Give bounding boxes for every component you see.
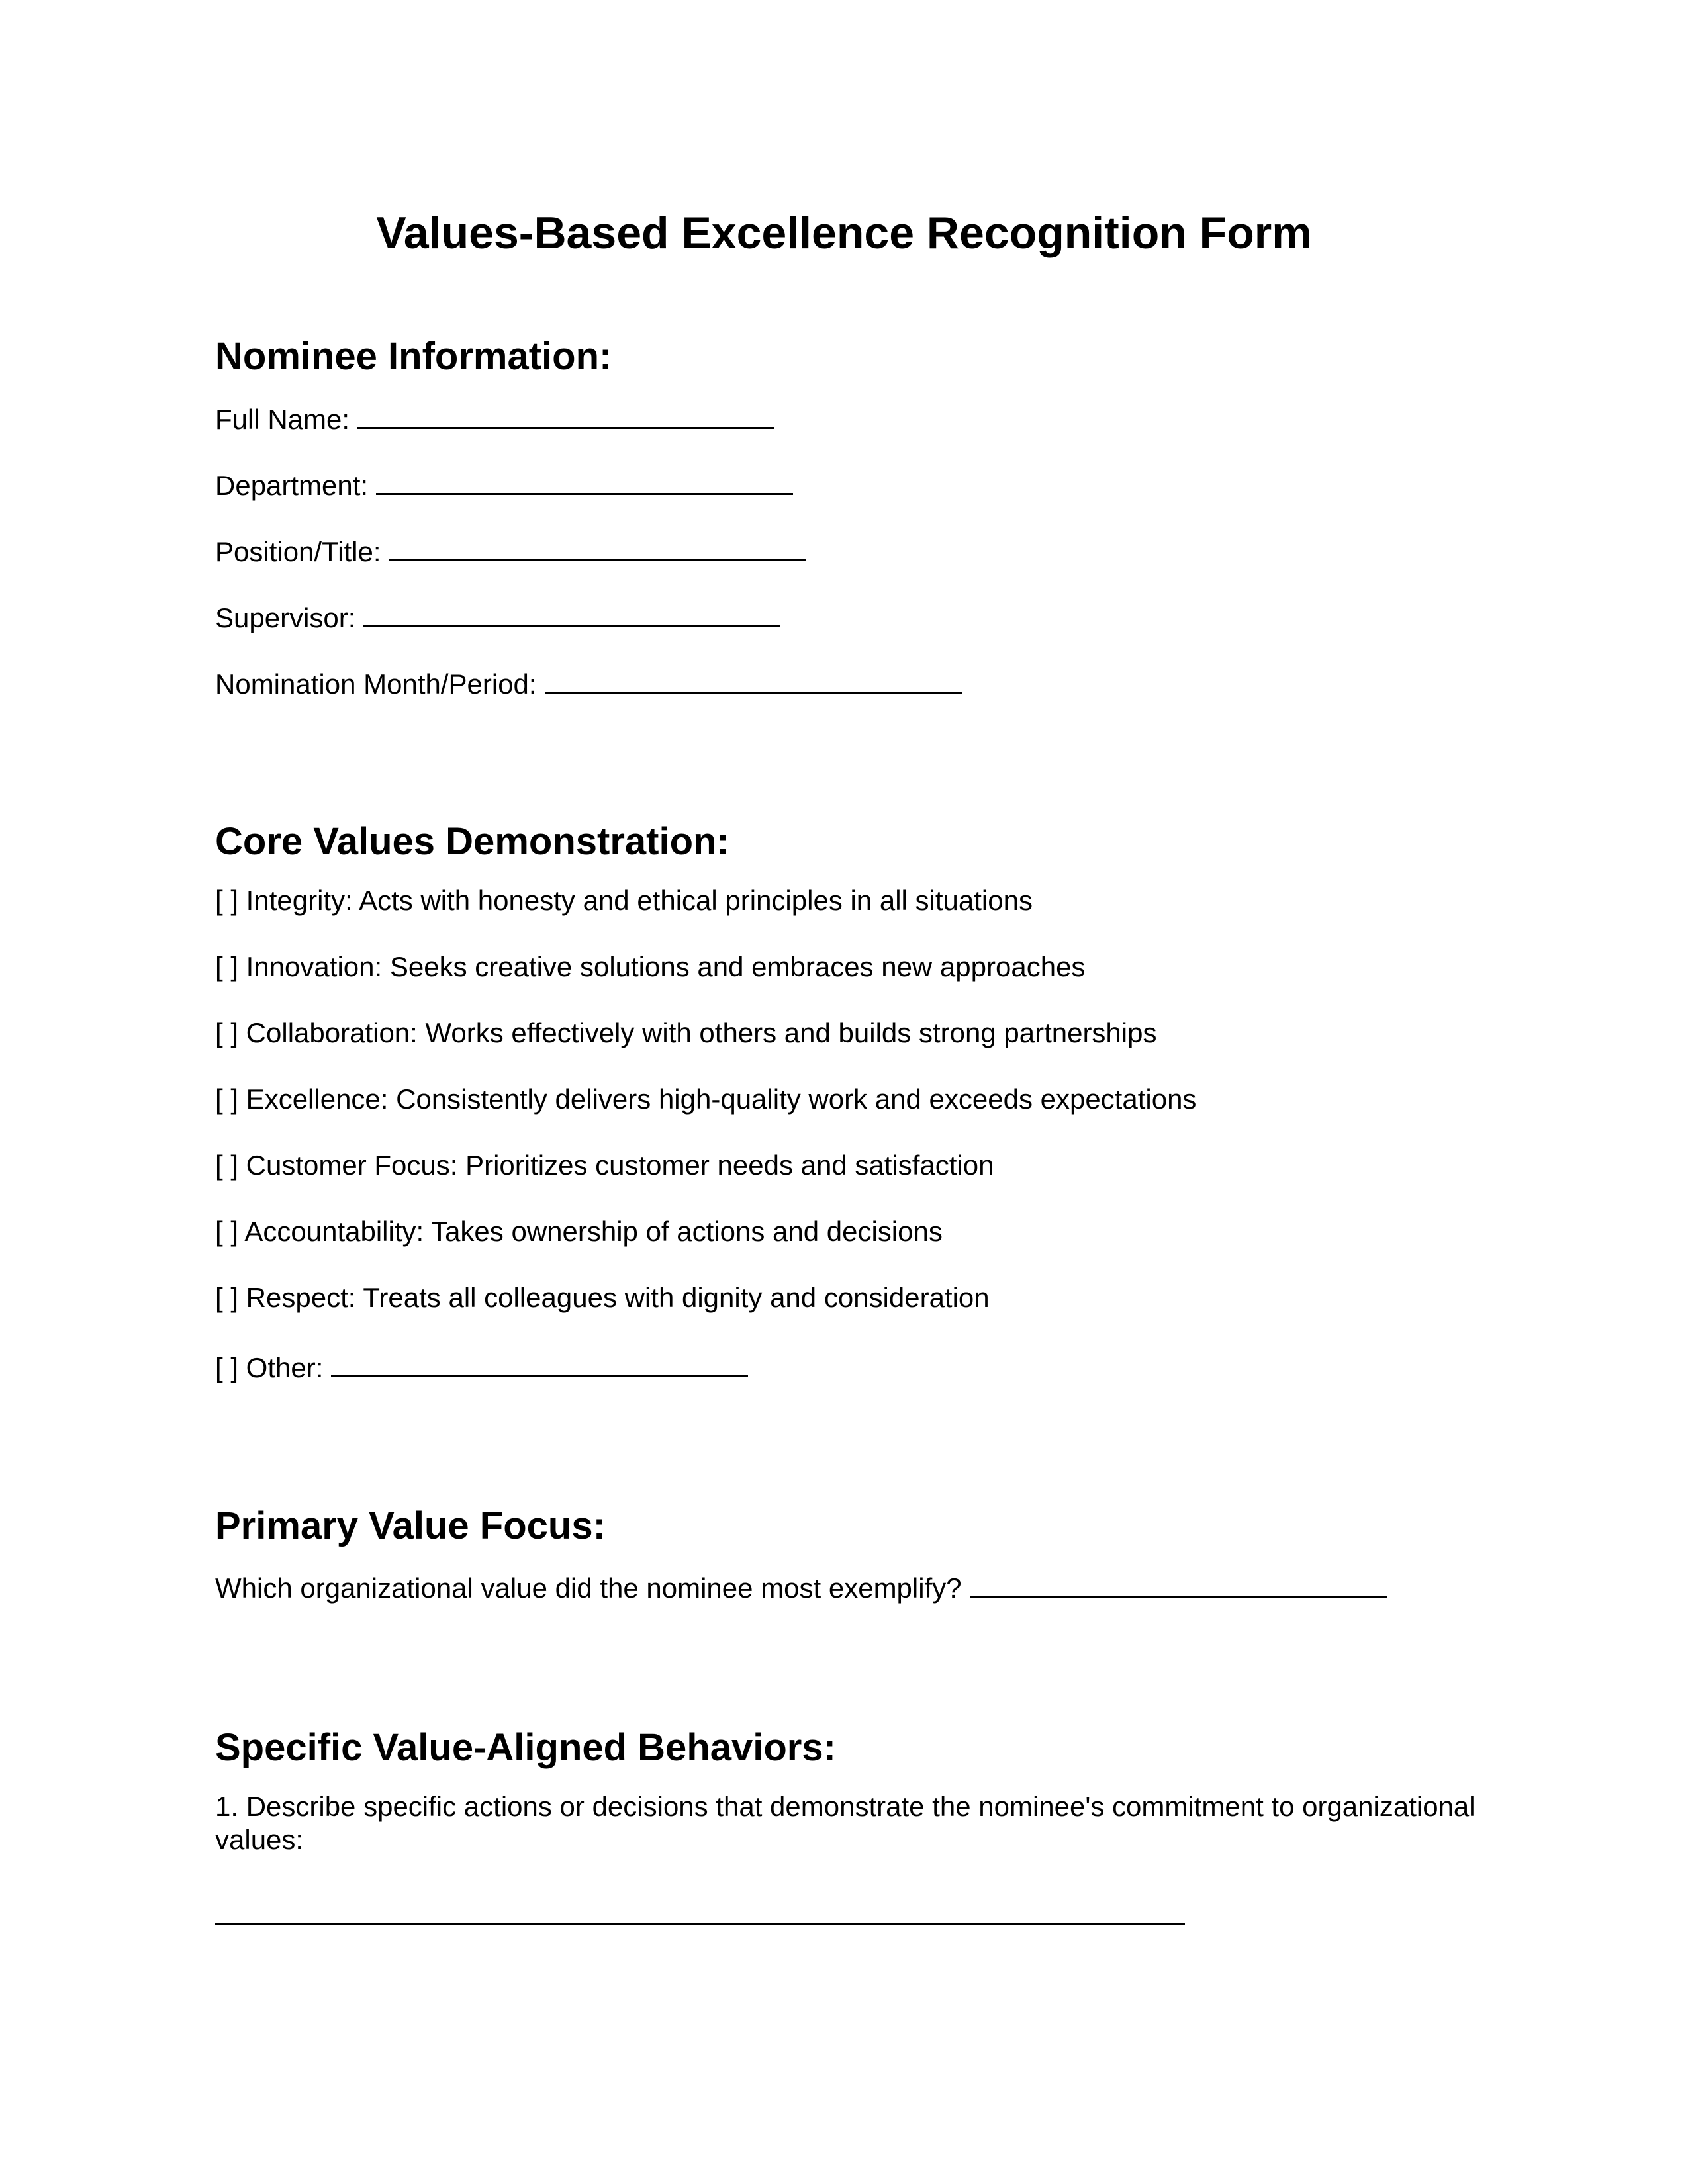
behaviors-question: 1. Describe specific actions or decisions that demonstrate the nominee's commitment to organizational values: (215, 1791, 1476, 1855)
nomination-period-label: Nomination Month/Period: (215, 668, 537, 700)
position-title-row (215, 534, 806, 566)
page-title: Values-Based Excellence Recognition Form (376, 208, 1312, 258)
value-checkbox-innovation[interactable]: [ ] Innovation: Seeks creative solutions and embraces new approaches (215, 951, 1086, 982)
value-checkbox-integrity[interactable]: [ ] Integrity: Acts with honesty and ethical principles in all situations (215, 885, 1033, 916)
value-checkbox-other-row (215, 1350, 748, 1382)
value-checkbox-collaboration[interactable]: [ ] Collaboration: Works effectively with others and builds strong partnerships (215, 1017, 1157, 1048)
core-values-section-heading: Core Values Demonstration: (215, 820, 729, 863)
nomination-period-row (215, 666, 962, 698)
primary-focus-question: Which organizational value did the nominee most exemplify? (215, 1572, 962, 1604)
supervisor-label: Supervisor: (215, 602, 356, 633)
department-label: Department: (215, 470, 369, 501)
value-checkbox-other[interactable]: [ ] Other: (215, 1352, 324, 1383)
value-checkbox-customer-focus[interactable]: [ ] Customer Focus: Prioritizes customer needs and satisfaction (215, 1150, 994, 1181)
full-name-label: Full Name: (215, 404, 350, 435)
value-checkbox-respect[interactable]: [ ] Respect: Treats all colleagues with dignity and consideration (215, 1282, 990, 1313)
position-title-label: Position/Title: (215, 536, 381, 567)
behaviors-answer-line[interactable] (215, 1923, 1185, 1925)
primary-focus-row (215, 1570, 1387, 1602)
position-title-field[interactable] (389, 534, 806, 561)
full-name-field[interactable] (357, 402, 774, 429)
nomination-period-field[interactable] (545, 666, 962, 694)
primary-focus-section-heading: Primary Value Focus: (215, 1504, 606, 1547)
department-field[interactable] (376, 468, 793, 495)
other-value-field[interactable] (331, 1350, 748, 1377)
behaviors-section-heading: Specific Value-Aligned Behaviors: (215, 1726, 836, 1769)
primary-focus-field[interactable] (970, 1570, 1387, 1598)
full-name-row (215, 402, 774, 433)
value-checkbox-excellence[interactable]: [ ] Excellence: Consistently delivers high-quality work and exceeds expectations (215, 1083, 1197, 1115)
value-checkbox-accountability[interactable]: [ ] Accountability: Takes ownership of actions and decisions (215, 1216, 943, 1247)
supervisor-row (215, 600, 780, 632)
nominee-section-heading: Nominee Information: (215, 335, 612, 378)
department-row (215, 468, 793, 500)
supervisor-field[interactable] (363, 600, 780, 627)
